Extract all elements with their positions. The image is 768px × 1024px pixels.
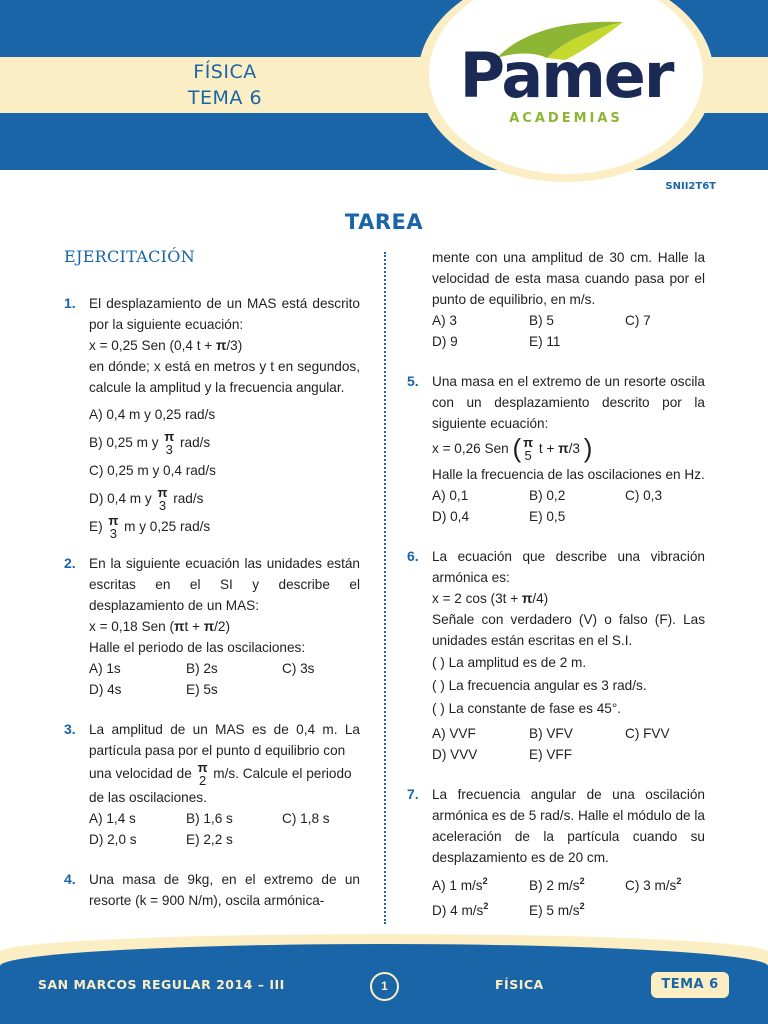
option-e: E) π 3 m y 0,25 rad/s xyxy=(89,513,211,542)
question-stem: Una masa de 9kg, en el extremo de un resorte (k = 900 N/m), oscila armónica- xyxy=(89,872,360,909)
question-4 xyxy=(64,869,360,911)
option-e: E) 5 $m/s^2$ xyxy=(529,901,585,918)
subject-title xyxy=(140,59,310,111)
question-stem-continued: Halle el periodo de las oscilaciones: xyxy=(89,640,306,655)
option-c: C) 0,3 xyxy=(625,488,663,503)
option-e: E) 2,2 s xyxy=(186,832,233,848)
question-2 xyxy=(64,553,360,700)
option-b: B) 0,25 m y π 3 rad/s xyxy=(89,429,211,458)
option-d: D) VVV xyxy=(432,747,478,762)
option-c: C) 3s xyxy=(282,661,315,676)
answer-options xyxy=(89,401,360,541)
page-title: TAREA xyxy=(344,210,424,234)
logo-subtitle: ACADEMIAS xyxy=(509,111,623,126)
option-d: D) 9 xyxy=(432,334,458,349)
question-stem-fraction-line: una velocidad de π 2 m/s. Calcule el periodo xyxy=(89,760,352,789)
question-equation: x = 0,26 Sen ( π 5 t + π/3 ) xyxy=(432,433,593,464)
option-d: D) 4 $m/s^2$ xyxy=(432,901,489,918)
page-number: 1 xyxy=(370,972,399,1001)
question-5 xyxy=(407,371,705,527)
option-d: D) 0,4 xyxy=(432,509,470,524)
option-e: E) 5s xyxy=(186,682,218,697)
left-column xyxy=(64,247,360,911)
option-a: A) 0,4 m y 0,25 rad/s xyxy=(89,407,216,422)
option-d: D) 2,0 s xyxy=(89,832,137,848)
question-stem-continued: Señale con verdadero (V) o falso (F). Las unidades están escritas en el S.I. xyxy=(432,612,705,648)
answer-options xyxy=(89,658,360,700)
footer-subject: FÍSICA xyxy=(495,977,544,992)
right-column xyxy=(407,247,705,921)
question-stem-continued: en dónde; x está en metros y t en segundos, calcule la amplitud y la frecuencia angular. xyxy=(89,359,360,395)
option-c: C) 3 $m/s^2$ xyxy=(625,876,682,893)
question-number: 5. xyxy=(407,373,419,389)
option-d: D) 0,4 m y π 3 rad/s xyxy=(89,485,204,514)
answer-options xyxy=(432,871,705,921)
option-a: A) 1,4 s xyxy=(89,811,136,827)
option-a: A) 1s xyxy=(89,661,121,676)
question-number: 4. xyxy=(64,871,76,888)
question-number: 7. xyxy=(407,786,419,802)
option-a: A) 3 xyxy=(432,313,457,328)
option-b: B) 2s xyxy=(186,661,218,676)
question-stem: El desplazamiento de un MAS está descrito por la siguiente ecuación: xyxy=(89,296,360,332)
question-4-continued xyxy=(407,247,705,352)
question-equation: x = 0,18 Sen (πt + π/2) xyxy=(89,619,231,634)
question-stem-continued: Halle la frecuencia de las oscilaciones en Hz. xyxy=(432,467,705,482)
question-equation: x = 2 cos (3t + π/4) xyxy=(432,591,549,606)
option-b: B) VFV xyxy=(529,726,573,741)
statement-2: ( ) La frecuencia angular es 3 rad/s. xyxy=(432,678,647,693)
question-number: 2. xyxy=(64,555,76,571)
question-stem: Una masa en el extremo de un resorte oscila con un desplazamiento descrito por la siguiente ecuación: xyxy=(432,374,705,431)
option-b: B) 2 $m/s^2$ xyxy=(529,876,585,893)
question-3 xyxy=(64,719,360,850)
question-number: 1. xyxy=(64,295,76,311)
question-stem-continued: mente con una amplitud de 30 cm. Halle la velocidad de esta masa cuando pasa por el punto de equilibrio, en m/s. xyxy=(432,250,705,307)
option-a: A) 0,1 xyxy=(432,488,469,503)
topic-name: TEMA 6 xyxy=(187,87,263,109)
option-c: C) FVV xyxy=(625,726,670,741)
option-d: D) 4s xyxy=(89,682,122,697)
document-code: SNII2T6T xyxy=(665,181,716,192)
option-e: E) VFF xyxy=(529,747,573,762)
question-stem: La ecuación que describe una vibración armónica es: xyxy=(432,549,705,585)
statement-1: ( ) La amplitud es de 2 m. xyxy=(432,655,587,670)
option-c: C) 7 xyxy=(625,313,651,328)
question-6 xyxy=(407,546,705,765)
option-e: E) 11 xyxy=(529,334,561,349)
answer-options xyxy=(432,485,705,527)
footer-topic-badge: TEMA 6 xyxy=(651,972,729,998)
option-b: B) 1,6 s xyxy=(186,811,233,827)
question-stem: La amplitud de un MAS es de 0,4 m. La partícula pasa por el punto d equilibrio con xyxy=(89,722,360,758)
question-7 xyxy=(407,784,705,921)
question-stem: La frecuencia angular de una oscilación armónica es de 5 rad/s. Halle el módulo de la aceleración de la partícula cuando su desplazamiento es de 20 cm. xyxy=(432,787,705,865)
option-b: B) 5 xyxy=(529,313,554,328)
option-b: B) 0,2 xyxy=(529,488,566,503)
question-number: 6. xyxy=(407,548,419,564)
question-number: 3. xyxy=(64,721,76,737)
answer-options xyxy=(432,310,705,352)
question-stem-continued: de las oscilaciones. xyxy=(89,790,207,806)
answer-options xyxy=(89,808,360,850)
logo-wordmark: Pamer xyxy=(459,39,673,112)
question-stem: En la siguiente ecuación las unidades están escritas en el SI y describe el desplazamiento de un MAS: xyxy=(89,556,360,613)
footer-course: SAN MARCOS REGULAR 2014 – III xyxy=(38,977,285,992)
option-a: A) VVF xyxy=(432,726,476,741)
statement-3: ( ) La constante de fase es 45°. xyxy=(432,701,622,716)
option-c: C) 0,25 m y 0,4 rad/s xyxy=(89,463,216,478)
option-c: C) 1,8 s xyxy=(282,811,330,827)
question-equation: x = 0,25 Sen (0,4 t + π/3) xyxy=(89,338,243,353)
option-e: E) 0,5 xyxy=(529,509,566,524)
question-1 xyxy=(64,293,360,541)
answer-options xyxy=(432,723,705,765)
column-divider xyxy=(384,252,386,924)
subject-name: FÍSICA xyxy=(193,61,257,83)
section-title: EJERCITACIÓN xyxy=(64,247,196,266)
option-a: A) 1 $m/s^2$ xyxy=(432,876,488,893)
